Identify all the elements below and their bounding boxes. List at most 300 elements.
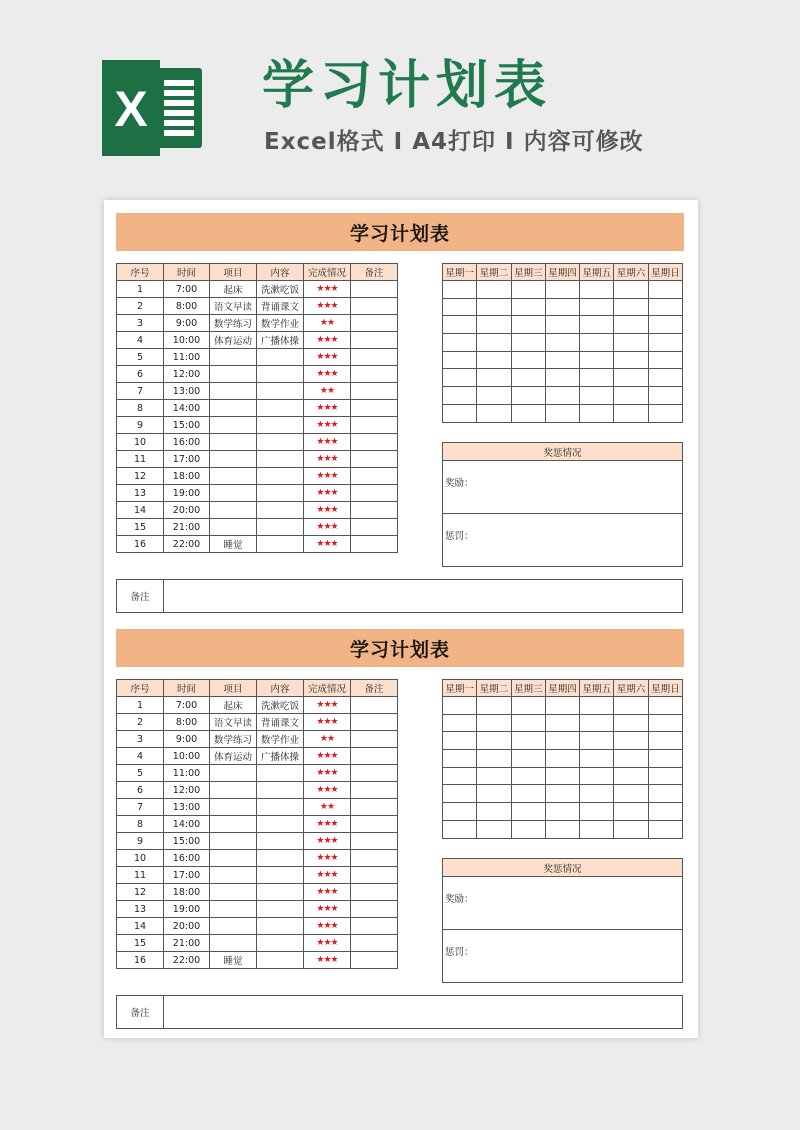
content-cell[interactable] [257,485,304,502]
time-cell[interactable]: 19:00 [164,901,210,918]
week-cell[interactable] [614,404,648,422]
week-cell[interactable] [477,369,511,387]
item-cell[interactable] [210,468,257,485]
week-cell[interactable] [580,750,614,768]
time-cell[interactable]: 20:00 [164,918,210,935]
week-cell[interactable] [580,714,614,732]
item-cell[interactable] [210,799,257,816]
note-cell[interactable] [351,417,398,434]
week-cell[interactable] [648,369,682,387]
content-cell[interactable] [257,434,304,451]
row-number-cell[interactable]: 16 [117,536,164,553]
time-cell[interactable]: 15:00 [164,417,210,434]
completion-stars[interactable]: ★★★ [304,298,351,315]
note-cell[interactable] [351,502,398,519]
content-cell[interactable]: 广播体操 [257,748,304,765]
week-cell[interactable] [545,697,579,715]
week-cell[interactable] [545,803,579,821]
week-cell[interactable] [545,351,579,369]
week-cell[interactable] [580,334,614,352]
time-cell[interactable]: 18:00 [164,468,210,485]
week-cell[interactable] [545,404,579,422]
content-cell[interactable] [257,366,304,383]
note-cell[interactable] [351,884,398,901]
completion-stars[interactable]: ★★★ [304,434,351,451]
item-cell[interactable] [210,816,257,833]
time-cell[interactable]: 16:00 [164,434,210,451]
note-cell[interactable] [351,714,398,731]
week-cell[interactable] [614,351,648,369]
note-cell[interactable] [351,782,398,799]
row-number-cell[interactable]: 7 [117,383,164,400]
item-cell[interactable]: 起床 [210,281,257,298]
week-cell[interactable] [443,369,477,387]
week-cell[interactable] [511,820,545,838]
row-number-cell[interactable]: 13 [117,485,164,502]
week-cell[interactable] [511,281,545,299]
completion-stars[interactable]: ★★★ [304,816,351,833]
note-cell[interactable] [351,731,398,748]
row-number-cell[interactable]: 8 [117,400,164,417]
row-number-cell[interactable]: 1 [117,281,164,298]
week-cell[interactable] [580,820,614,838]
week-cell[interactable] [511,714,545,732]
week-cell[interactable] [545,767,579,785]
week-cell[interactable] [580,767,614,785]
item-cell[interactable]: 睡觉 [210,952,257,969]
note-cell[interactable] [351,451,398,468]
week-cell[interactable] [477,803,511,821]
completion-stars[interactable]: ★★★ [304,850,351,867]
week-cell[interactable] [511,334,545,352]
time-cell[interactable]: 16:00 [164,850,210,867]
week-cell[interactable] [545,785,579,803]
completion-stars[interactable]: ★★★ [304,952,351,969]
time-cell[interactable]: 8:00 [164,298,210,315]
completion-stars[interactable]: ★★★ [304,765,351,782]
week-cell[interactable] [511,732,545,750]
content-cell[interactable] [257,833,304,850]
content-cell[interactable]: 数学作业 [257,315,304,332]
content-cell[interactable] [257,765,304,782]
week-cell[interactable] [648,785,682,803]
completion-stars[interactable]: ★★★ [304,400,351,417]
note-cell[interactable] [351,935,398,952]
week-cell[interactable] [580,404,614,422]
row-number-cell[interactable]: 4 [117,332,164,349]
week-cell[interactable] [648,697,682,715]
week-cell[interactable] [580,785,614,803]
week-cell[interactable] [511,404,545,422]
content-cell[interactable] [257,850,304,867]
time-cell[interactable]: 7:00 [164,281,210,298]
note-field[interactable] [164,580,682,612]
week-cell[interactable] [477,714,511,732]
week-cell[interactable] [443,281,477,299]
content-cell[interactable]: 背诵课文 [257,298,304,315]
row-number-cell[interactable]: 12 [117,468,164,485]
note-cell[interactable] [351,315,398,332]
row-number-cell[interactable]: 15 [117,935,164,952]
content-cell[interactable] [257,799,304,816]
week-cell[interactable] [614,785,648,803]
content-cell[interactable] [257,417,304,434]
item-cell[interactable] [210,366,257,383]
item-cell[interactable] [210,349,257,366]
note-cell[interactable] [351,298,398,315]
week-cell[interactable] [477,820,511,838]
item-cell[interactable] [210,918,257,935]
week-cell[interactable] [580,351,614,369]
row-number-cell[interactable]: 5 [117,349,164,366]
completion-stars[interactable]: ★★ [304,799,351,816]
item-cell[interactable]: 数学练习 [210,315,257,332]
week-cell[interactable] [443,697,477,715]
note-cell[interactable] [351,434,398,451]
week-cell[interactable] [614,803,648,821]
week-cell[interactable] [477,697,511,715]
content-cell[interactable] [257,918,304,935]
week-cell[interactable] [511,351,545,369]
week-cell[interactable] [648,714,682,732]
week-cell[interactable] [545,298,579,316]
content-cell[interactable] [257,536,304,553]
note-cell[interactable] [351,485,398,502]
item-cell[interactable] [210,434,257,451]
week-cell[interactable] [614,732,648,750]
week-cell[interactable] [511,316,545,334]
item-cell[interactable] [210,935,257,952]
week-cell[interactable] [614,316,648,334]
time-cell[interactable]: 11:00 [164,349,210,366]
content-cell[interactable]: 洗漱吃饭 [257,281,304,298]
completion-stars[interactable]: ★★★ [304,714,351,731]
item-cell[interactable] [210,833,257,850]
note-cell[interactable] [351,519,398,536]
week-cell[interactable] [477,732,511,750]
item-cell[interactable] [210,485,257,502]
time-cell[interactable]: 11:00 [164,765,210,782]
note-cell[interactable] [351,383,398,400]
week-cell[interactable] [614,697,648,715]
week-cell[interactable] [648,404,682,422]
week-cell[interactable] [545,750,579,768]
note-cell[interactable] [351,400,398,417]
note-cell[interactable] [351,468,398,485]
week-cell[interactable] [477,351,511,369]
item-cell[interactable] [210,400,257,417]
completion-stars[interactable]: ★★ [304,731,351,748]
week-cell[interactable] [580,803,614,821]
week-cell[interactable] [648,750,682,768]
content-cell[interactable] [257,502,304,519]
row-number-cell[interactable]: 8 [117,816,164,833]
week-cell[interactable] [477,785,511,803]
week-cell[interactable] [545,281,579,299]
week-cell[interactable] [477,316,511,334]
row-number-cell[interactable]: 11 [117,867,164,884]
note-cell[interactable] [351,349,398,366]
completion-stars[interactable]: ★★★ [304,332,351,349]
note-cell[interactable] [351,816,398,833]
time-cell[interactable]: 9:00 [164,315,210,332]
week-cell[interactable] [477,767,511,785]
completion-stars[interactable]: ★★★ [304,417,351,434]
row-number-cell[interactable]: 9 [117,417,164,434]
time-cell[interactable]: 17:00 [164,867,210,884]
week-cell[interactable] [511,298,545,316]
week-cell[interactable] [477,387,511,405]
content-cell[interactable] [257,901,304,918]
week-cell[interactable] [545,732,579,750]
time-cell[interactable]: 19:00 [164,485,210,502]
item-cell[interactable] [210,884,257,901]
row-number-cell[interactable]: 12 [117,884,164,901]
week-cell[interactable] [443,767,477,785]
time-cell[interactable]: 20:00 [164,502,210,519]
item-cell[interactable] [210,765,257,782]
row-number-cell[interactable]: 7 [117,799,164,816]
item-cell[interactable]: 体育运动 [210,332,257,349]
week-cell[interactable] [614,767,648,785]
week-cell[interactable] [580,298,614,316]
week-cell[interactable] [545,316,579,334]
time-cell[interactable]: 9:00 [164,731,210,748]
item-cell[interactable] [210,417,257,434]
content-cell[interactable]: 洗漱吃饭 [257,697,304,714]
completion-stars[interactable]: ★★★ [304,884,351,901]
week-cell[interactable] [443,750,477,768]
week-cell[interactable] [648,316,682,334]
note-cell[interactable] [351,867,398,884]
completion-stars[interactable]: ★★★ [304,502,351,519]
week-cell[interactable] [614,750,648,768]
week-cell[interactable] [511,803,545,821]
time-cell[interactable]: 8:00 [164,714,210,731]
week-cell[interactable] [545,369,579,387]
week-cell[interactable] [477,404,511,422]
week-cell[interactable] [545,334,579,352]
time-cell[interactable]: 13:00 [164,383,210,400]
week-cell[interactable] [614,334,648,352]
completion-stars[interactable]: ★★★ [304,782,351,799]
week-cell[interactable] [443,316,477,334]
item-cell[interactable]: 体育运动 [210,748,257,765]
week-cell[interactable] [443,298,477,316]
row-number-cell[interactable]: 9 [117,833,164,850]
week-cell[interactable] [443,334,477,352]
row-number-cell[interactable]: 3 [117,315,164,332]
completion-stars[interactable]: ★★★ [304,451,351,468]
completion-stars[interactable]: ★★★ [304,748,351,765]
week-cell[interactable] [443,351,477,369]
item-cell[interactable] [210,519,257,536]
row-number-cell[interactable]: 3 [117,731,164,748]
week-cell[interactable] [580,316,614,334]
time-cell[interactable]: 17:00 [164,451,210,468]
time-cell[interactable]: 14:00 [164,816,210,833]
week-cell[interactable] [545,387,579,405]
week-cell[interactable] [477,750,511,768]
time-cell[interactable]: 13:00 [164,799,210,816]
week-cell[interactable] [477,298,511,316]
week-cell[interactable] [614,281,648,299]
week-cell[interactable] [443,387,477,405]
week-cell[interactable] [614,387,648,405]
content-cell[interactable] [257,952,304,969]
row-number-cell[interactable]: 6 [117,782,164,799]
week-cell[interactable] [648,387,682,405]
penalty-field[interactable] [443,929,682,982]
week-cell[interactable] [580,281,614,299]
row-number-cell[interactable]: 10 [117,434,164,451]
note-cell[interactable] [351,799,398,816]
week-cell[interactable] [511,697,545,715]
completion-stars[interactable]: ★★★ [304,935,351,952]
completion-stars[interactable]: ★★ [304,315,351,332]
week-cell[interactable] [648,281,682,299]
completion-stars[interactable]: ★★★ [304,867,351,884]
completion-stars[interactable]: ★★★ [304,833,351,850]
penalty-field[interactable] [443,513,682,566]
row-number-cell[interactable]: 2 [117,298,164,315]
item-cell[interactable] [210,782,257,799]
completion-stars[interactable]: ★★★ [304,519,351,536]
content-cell[interactable] [257,400,304,417]
content-cell[interactable] [257,383,304,400]
week-cell[interactable] [545,714,579,732]
time-cell[interactable]: 10:00 [164,332,210,349]
week-cell[interactable] [648,334,682,352]
item-cell[interactable] [210,383,257,400]
row-number-cell[interactable]: 14 [117,918,164,935]
row-number-cell[interactable]: 11 [117,451,164,468]
note-cell[interactable] [351,918,398,935]
week-cell[interactable] [580,732,614,750]
item-cell[interactable]: 语文早读 [210,714,257,731]
note-cell[interactable] [351,536,398,553]
note-cell[interactable] [351,366,398,383]
content-cell[interactable]: 广播体操 [257,332,304,349]
week-cell[interactable] [648,298,682,316]
week-cell[interactable] [614,820,648,838]
item-cell[interactable] [210,901,257,918]
note-cell[interactable] [351,850,398,867]
content-cell[interactable] [257,349,304,366]
time-cell[interactable]: 7:00 [164,697,210,714]
item-cell[interactable] [210,850,257,867]
row-number-cell[interactable]: 16 [117,952,164,969]
row-number-cell[interactable]: 13 [117,901,164,918]
week-cell[interactable] [545,820,579,838]
completion-stars[interactable]: ★★★ [304,366,351,383]
content-cell[interactable] [257,468,304,485]
content-cell[interactable] [257,935,304,952]
week-cell[interactable] [443,404,477,422]
item-cell[interactable] [210,502,257,519]
row-number-cell[interactable]: 6 [117,366,164,383]
time-cell[interactable]: 21:00 [164,519,210,536]
content-cell[interactable] [257,816,304,833]
time-cell[interactable]: 21:00 [164,935,210,952]
note-cell[interactable] [351,952,398,969]
time-cell[interactable]: 12:00 [164,782,210,799]
note-cell[interactable] [351,332,398,349]
completion-stars[interactable]: ★★★ [304,485,351,502]
week-cell[interactable] [443,785,477,803]
week-cell[interactable] [443,803,477,821]
week-cell[interactable] [443,820,477,838]
item-cell[interactable]: 起床 [210,697,257,714]
row-number-cell[interactable]: 4 [117,748,164,765]
completion-stars[interactable]: ★★★ [304,349,351,366]
completion-stars[interactable]: ★★ [304,383,351,400]
week-cell[interactable] [477,281,511,299]
item-cell[interactable] [210,867,257,884]
content-cell[interactable] [257,782,304,799]
week-cell[interactable] [648,351,682,369]
item-cell[interactable]: 睡觉 [210,536,257,553]
completion-stars[interactable]: ★★★ [304,901,351,918]
item-cell[interactable]: 语文早读 [210,298,257,315]
row-number-cell[interactable]: 5 [117,765,164,782]
reward-field[interactable] [443,461,682,513]
row-number-cell[interactable]: 14 [117,502,164,519]
row-number-cell[interactable]: 1 [117,697,164,714]
week-cell[interactable] [648,820,682,838]
week-cell[interactable] [614,714,648,732]
time-cell[interactable]: 15:00 [164,833,210,850]
completion-stars[interactable]: ★★★ [304,281,351,298]
completion-stars[interactable]: ★★★ [304,918,351,935]
time-cell[interactable]: 22:00 [164,536,210,553]
note-field[interactable] [164,996,682,1028]
time-cell[interactable]: 22:00 [164,952,210,969]
week-cell[interactable] [614,298,648,316]
week-cell[interactable] [580,387,614,405]
week-cell[interactable] [443,732,477,750]
note-cell[interactable] [351,833,398,850]
week-cell[interactable] [511,785,545,803]
note-cell[interactable] [351,697,398,714]
week-cell[interactable] [511,750,545,768]
time-cell[interactable]: 14:00 [164,400,210,417]
content-cell[interactable] [257,451,304,468]
content-cell[interactable]: 背诵课文 [257,714,304,731]
content-cell[interactable]: 数学作业 [257,731,304,748]
week-cell[interactable] [511,387,545,405]
time-cell[interactable]: 12:00 [164,366,210,383]
completion-stars[interactable]: ★★★ [304,536,351,553]
note-cell[interactable] [351,765,398,782]
week-cell[interactable] [580,697,614,715]
note-cell[interactable] [351,281,398,298]
completion-stars[interactable]: ★★★ [304,468,351,485]
week-cell[interactable] [648,767,682,785]
week-cell[interactable] [614,369,648,387]
note-cell[interactable] [351,901,398,918]
item-cell[interactable]: 数学练习 [210,731,257,748]
content-cell[interactable] [257,884,304,901]
time-cell[interactable]: 10:00 [164,748,210,765]
week-cell[interactable] [443,714,477,732]
row-number-cell[interactable]: 15 [117,519,164,536]
item-cell[interactable] [210,451,257,468]
week-cell[interactable] [580,369,614,387]
row-number-cell[interactable]: 10 [117,850,164,867]
reward-field[interactable] [443,877,682,929]
note-cell[interactable] [351,748,398,765]
